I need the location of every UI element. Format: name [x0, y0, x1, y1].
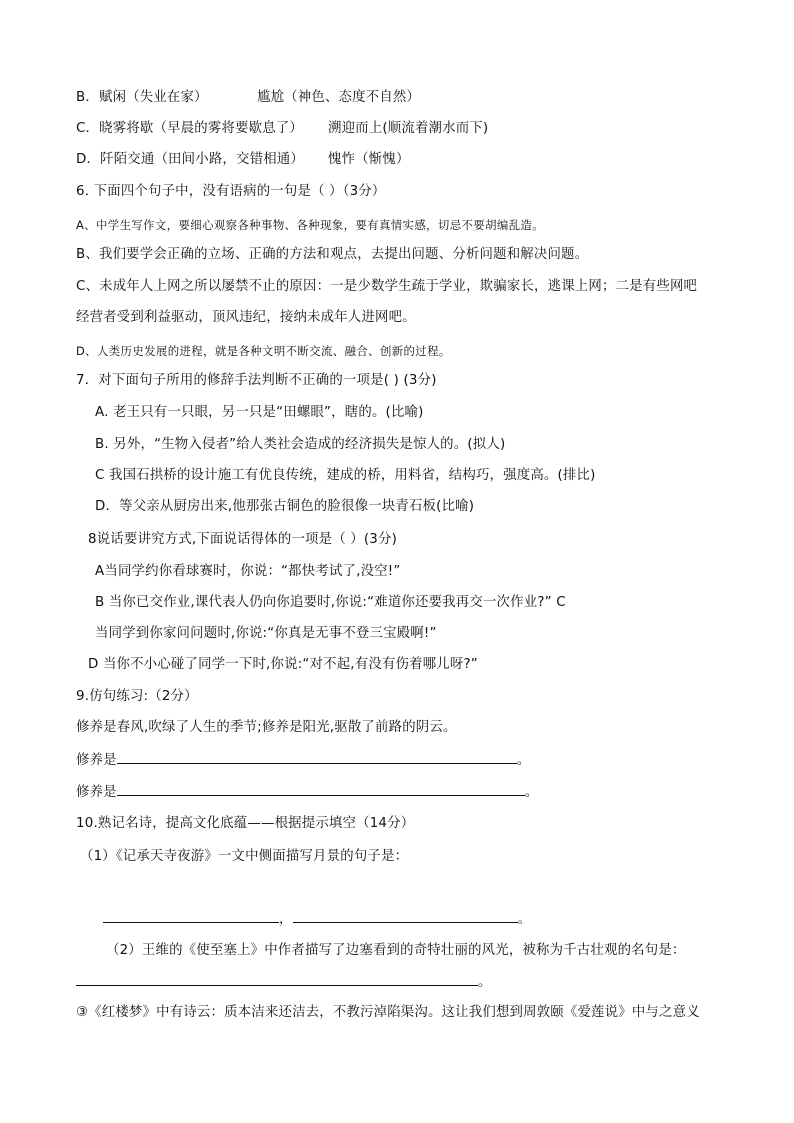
q9-answer-line-2: 修养是 。 — [76, 785, 539, 800]
q10-stem: 10.熟记名诗，提高文化底蕴——根据提示填空（14分） — [76, 816, 415, 831]
q7-option-d: D．等父亲从厨房出来,他那张古铜色的脸很像一块青石板(比喻) — [95, 499, 475, 514]
q6-option-a: A、中学生写作文，要细心观察各种事物、各种现象，要有真情实感，切忌不要胡编乱造。 — [76, 218, 545, 232]
q8-stem: 8说话要讲究方式,下面说话得体的一项是（ ）(3分) — [88, 532, 398, 547]
q7-option-c: C 我国石拱桥的设计施工有优良传统，建成的桥，用料省，结构巧，强度高。(排比) — [95, 468, 596, 483]
q8-option-d: D 当你不小心碰了同学一下时,你说:“对不起,有没有伤着哪儿呀?” — [88, 657, 478, 672]
q10-sub1-answer: ， 。 — [103, 910, 531, 929]
q8-option-a: A当同学约你看球赛时，你说：“都快考试了,没空!” — [95, 564, 401, 579]
q9-blank-1[interactable] — [117, 751, 517, 764]
q10-sub1: （1）《记承天寺夜游》一文中侧面描写月景的句子是： — [80, 849, 409, 864]
q9-answer-line-1: 修养是 。 — [76, 753, 531, 768]
q6-option-c-line2: 经营者受到利益驱动，顶风违纪，接纳未成年人进网吧。 — [76, 310, 416, 325]
q10-sub1-blank-1[interactable] — [103, 910, 279, 923]
q8-option-b-line1: B 当你已交作业,课代表人仍向你追要时,你说:“难道你还要我再交一次作业?” C — [95, 595, 566, 610]
option-d: D．阡陌交通（田间小路，交错相通） 愧怍（惭愧） — [76, 152, 410, 167]
q6-option-d: D、人类历史发展的进程，就是各种文明不断交流、融合、创新的过程。 — [76, 344, 451, 358]
option-c: C．晓雾将歇（早晨的雾将要歇息了） 溯迎而上(顺流着潮水而下) — [76, 121, 489, 136]
q10-sub2-answer: 。 — [76, 973, 492, 992]
q9-stem: 9.仿句练习:（2分） — [76, 689, 198, 704]
q10-sub2: （2）王维的《使至塞上》中作者描写了边塞看到的奇特壮丽的风光，被称为千古壮观的名句是： — [106, 943, 686, 958]
q10-sub1-blank-2[interactable] — [293, 910, 518, 923]
q6-option-b: B、我们要学会正确的立场、正确的方法和观点，去提出问题、分析问题和解决问题。 — [76, 247, 589, 262]
q6-option-c-line1: C、未成年人上网之所以屡禁不止的原因：一是少数学生疏于学业，欺骗家长，逃课上网；二是有些网吧 — [76, 279, 698, 294]
q8-option-b-line2: 当同学到你家问问题时,你说:“你真是无事不登三宝殿啊!” — [95, 626, 437, 641]
q10-sub3: ③《红楼梦》中有诗云：质本洁来还洁去，不教污淖陷渠沟。这让我们想到周敦颐《爱莲说》中与之意义 — [76, 1005, 700, 1020]
q9-blank-2[interactable] — [117, 783, 525, 796]
q9-example: 修养是春风,吹绿了人生的季节;修养是阳光,驱散了前路的阴云。 — [76, 720, 457, 735]
q10-sub2-blank[interactable] — [76, 973, 478, 986]
q6-stem: 6. 下面四个句子中，没有语病的一句是（ ）（3分） — [76, 184, 386, 199]
q7-option-a: A. 老王只有一只眼，另一只是“田螺眼”，瞎的。(比喻) — [95, 405, 424, 420]
q7-stem: 7．对下面句子所用的修辞手法判断不正确的一项是( ) (3分) — [76, 373, 437, 388]
option-b: B．赋闲（失业在家） 尴尬（神色、态度不自然） — [76, 90, 421, 105]
q7-option-b: B. 另外，“生物入侵者”给人类社会造成的经济损失是惊人的。(拟人) — [95, 437, 506, 452]
